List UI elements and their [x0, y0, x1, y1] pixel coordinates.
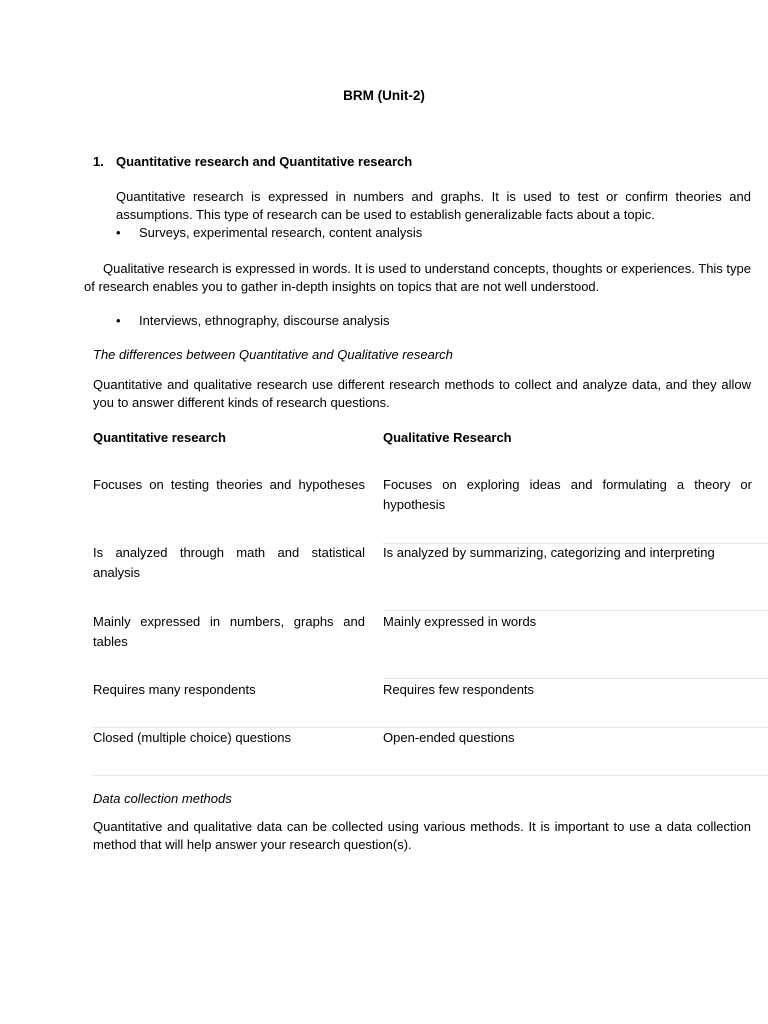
quantitative-intro-paragraph: Quantitative research is expressed in numbers and graphs. It is used to test or confirm theories and assumptions. This type of research can be used to establish generalizable facts about a topic.: [116, 189, 751, 222]
data-collection-paragraph: Quantitative and qualitative data can be collected using various methods. It is important to use a data collection method that will help answer your research question(s).: [93, 819, 751, 852]
section-heading-text: Quantitative research and Quantitative research: [116, 154, 413, 169]
table-cell: Requires many respondents: [93, 682, 256, 697]
section-heading: [93, 154, 412, 169]
table-cell: Focuses on exploring ideas and formulating a theory or hypothesis: [383, 477, 752, 512]
row-divider: [383, 610, 768, 611]
table-cell: Mainly expressed in numbers, graphs and tables: [93, 614, 365, 649]
table-cell: Is analyzed by summarizing, categorizing and interpreting: [383, 545, 715, 560]
bullet-text: Interviews, ethnography, discourse analysis: [139, 313, 390, 328]
table-header-quantitative: Quantitative research: [93, 430, 226, 445]
row-divider: [383, 678, 768, 679]
bullet-text: Surveys, experimental research, content analysis: [139, 225, 423, 240]
table-cell: Is analyzed through math and statistical analysis: [93, 545, 365, 580]
table-cell: Focuses on testing theories and hypotheses: [93, 477, 365, 492]
table-header-qualitative: Qualitative Research: [383, 430, 512, 445]
table-cell: Mainly expressed in words: [383, 614, 537, 629]
qualitative-intro-paragraph: Qualitative research is expressed in words. It is used to understand concepts, thoughts or experiences. This type of research enables you to gather in-depth insights on topics that are not well understood.: [84, 261, 751, 294]
bullet-icon: •: [116, 313, 121, 328]
document-title: BRM (Unit-2): [343, 88, 425, 103]
qualitative-methods-bullet: [116, 313, 390, 328]
row-divider: [93, 775, 768, 776]
table-cell: Requires few respondents: [383, 682, 535, 697]
differences-paragraph: Quantitative and qualitative research use different research methods to collect and analyze data, and they allow you to answer different kinds of research questions.: [93, 377, 751, 410]
differences-heading: The differences between Quantitative and Qualitative research: [93, 347, 453, 362]
quantitative-methods-bullet: [116, 225, 422, 240]
bullet-icon: •: [116, 225, 121, 240]
table-cell: Closed (multiple choice) questions: [93, 730, 291, 745]
table-cell: Open-ended questions: [383, 730, 515, 745]
section-number: 1.: [93, 154, 104, 169]
data-collection-heading: Data collection methods: [93, 791, 232, 806]
